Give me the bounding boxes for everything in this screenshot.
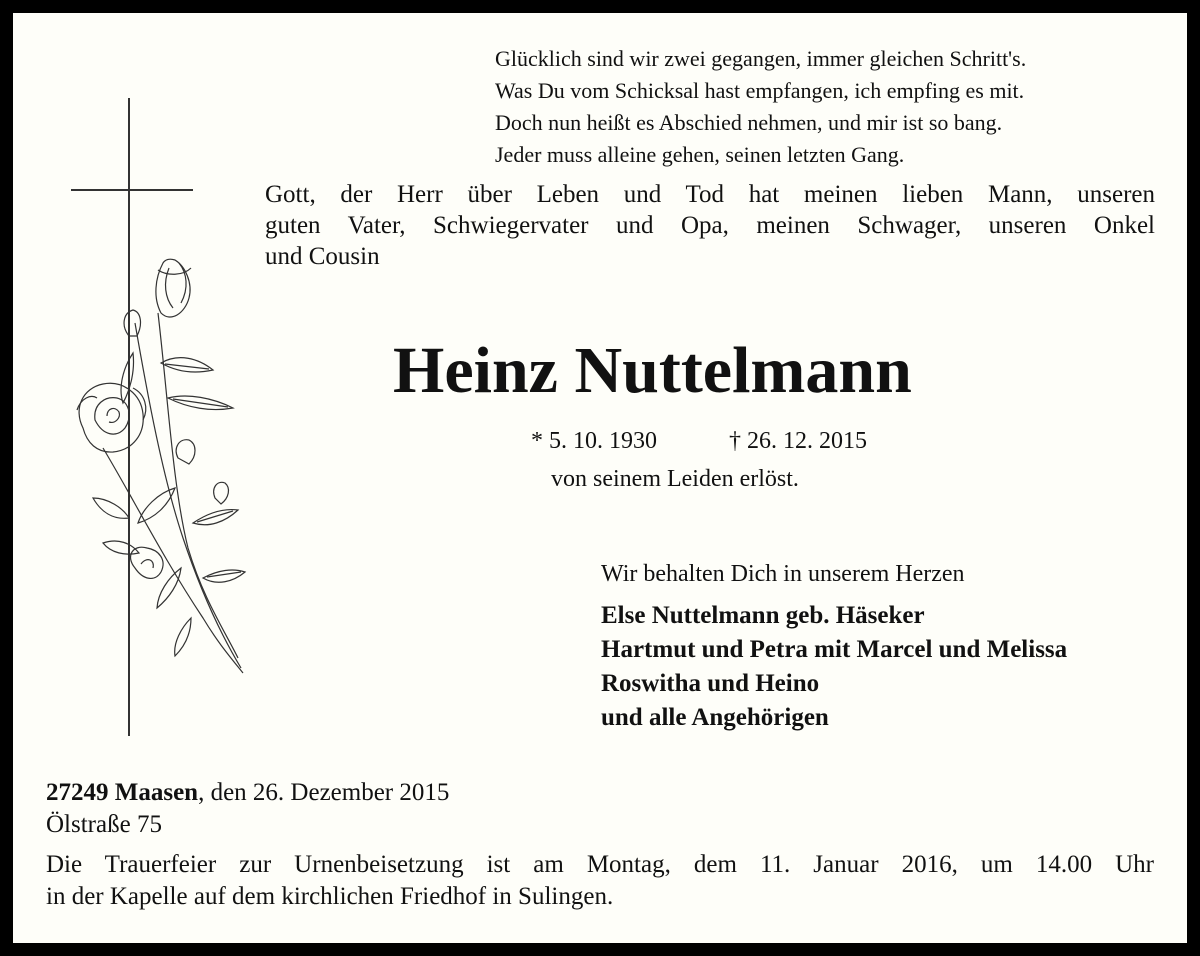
announcement-line: und Cousin <box>265 243 380 270</box>
deceased-name: Heinz Nuttelmann <box>393 334 912 407</box>
announcement-line: Gott, der Herr über Leben und Tod hat meinen lieben Mann, unseren <box>265 181 1155 208</box>
mourners-intro: Wir behalten Dich in unserem Herzen <box>601 561 965 587</box>
place-and-date <box>46 777 449 809</box>
cross-roses-illustration <box>63 98 263 748</box>
date-text: , den 26. Dezember 2015 <box>198 779 450 806</box>
mourner-name: Else Nuttelmann geb. Häseker <box>601 602 925 629</box>
birth-date: * 5. 10. 1930 <box>531 428 657 454</box>
cross-icon <box>71 98 193 736</box>
poem-line: Glücklich sind wir zwei gegangen, immer gleichen Schritt's. <box>495 46 1027 71</box>
ceremony-line: in der Kapelle auf dem kirchlichen Friedhof in Sulingen. <box>46 883 614 910</box>
released-text: von seinem Leiden erlöst. <box>551 466 799 492</box>
obituary-card <box>13 13 1187 943</box>
poem-line: Jeder muss alleine gehen, seinen letzten Gang. <box>495 142 905 167</box>
poem-line: Doch nun heißt es Abschied nehmen, und mir ist so bang. <box>495 110 1003 135</box>
life-dates <box>531 423 891 459</box>
ceremony-line: Die Trauerfeier zur Urnenbeisetzung ist am Montag, dem 11. Januar 2016, um 14.00 Uhr <box>46 851 1154 878</box>
mourners-list <box>601 599 1067 735</box>
announcement-line: guten Vater, Schwiegervater und Opa, meinen Schwager, unseren Onkel <box>265 212 1155 239</box>
death-date: † 26. 12. 2015 <box>729 428 867 454</box>
mourner-name: Roswitha und Heino <box>601 670 820 697</box>
street-address: Ölstraße 75 <box>46 811 162 838</box>
poem <box>495 43 1175 171</box>
poem-line: Was Du vom Schicksal hast empfangen, ich empfing es mit. <box>495 78 1025 103</box>
rose-icon <box>77 259 245 673</box>
ceremony-info <box>46 849 1154 913</box>
announcement-text <box>265 179 1155 272</box>
place-name: 27249 Maasen <box>46 779 199 806</box>
mourner-name: und alle Angehörigen <box>601 704 829 731</box>
mourner-name: Hartmut und Petra mit Marcel und Melissa <box>601 636 1068 663</box>
